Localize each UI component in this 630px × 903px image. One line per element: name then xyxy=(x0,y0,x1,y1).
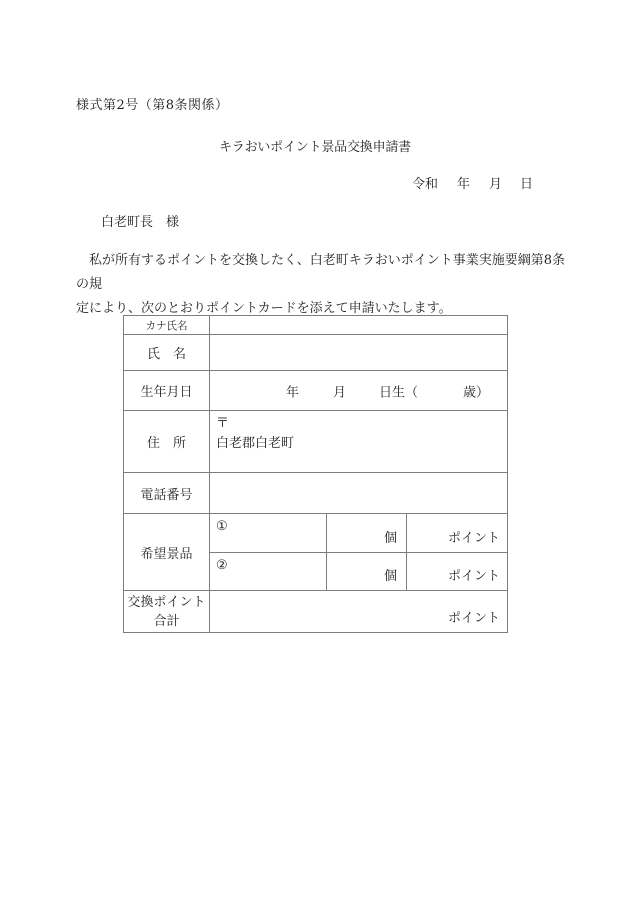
kana-name-field xyxy=(210,316,508,335)
unit-label: 個 xyxy=(383,569,397,584)
prize-2-number: ② xyxy=(216,558,228,573)
address-row xyxy=(124,411,508,473)
phone-field xyxy=(210,473,508,514)
points-label: ポイント xyxy=(448,569,501,584)
total-points-field xyxy=(210,591,508,633)
birthdate-label: 生年月日 xyxy=(124,371,210,411)
application-table xyxy=(123,315,508,633)
points-label: ポイント xyxy=(448,611,501,626)
document-title: キラおいポイント景品交換申請書 xyxy=(218,140,411,155)
era-label: 令和 xyxy=(411,177,438,192)
prize-2-points-cell xyxy=(407,553,508,591)
body-paragraph xyxy=(76,249,576,321)
birthdate-field xyxy=(210,371,508,411)
phone-label: 電話番号 xyxy=(124,473,210,514)
name-row xyxy=(124,335,508,371)
kana-name-row xyxy=(124,316,508,335)
birthdate-row xyxy=(124,371,508,411)
prize-2-quantity-cell xyxy=(327,553,407,591)
address-prefill xyxy=(210,411,507,454)
year-label: 年 xyxy=(456,177,470,192)
kana-name-label: カナ氏名 xyxy=(124,316,210,335)
total-points-label xyxy=(124,591,210,633)
birth-month-label: 月 xyxy=(333,385,347,400)
phone-row xyxy=(124,473,508,514)
prize-1-quantity-cell xyxy=(327,514,407,553)
unit-label: 個 xyxy=(383,531,397,546)
day-label: 日 xyxy=(519,177,533,192)
address-field xyxy=(210,411,508,473)
address-label: 住 所 xyxy=(124,411,210,473)
total-label-line-1: 交換ポイント xyxy=(127,594,206,610)
prize-1-points-cell xyxy=(407,514,508,553)
body-line-2: 定により、次のとおりポイントカードを添えて申請いたします。 xyxy=(76,301,452,316)
birth-year-label: 年 xyxy=(286,385,300,400)
month-label: 月 xyxy=(488,177,502,192)
date-line xyxy=(412,173,533,192)
total-label-line-2: 合計 xyxy=(153,613,180,629)
prize-1-field xyxy=(210,514,327,553)
prize-2-field xyxy=(210,553,327,591)
name-label: 氏 名 xyxy=(124,335,210,371)
prize-1-number: ① xyxy=(216,519,228,534)
birth-day-label: 日生（ xyxy=(379,385,419,400)
total-points-row xyxy=(124,591,508,633)
prize-label: 希望景品 xyxy=(124,514,210,591)
postal-mark: 〒 xyxy=(216,416,230,431)
birth-age-label: 歳） xyxy=(463,385,490,400)
addressee: 白老町長 様 xyxy=(101,215,180,230)
prize-row-1 xyxy=(124,514,508,553)
points-label: ポイント xyxy=(448,531,501,546)
body-line-1: 私が所有するポイントを交換したく、白老町キラおいポイント事業実施要綱第8条の規 xyxy=(76,253,566,292)
form-number: 様式第2号（第8条関係） xyxy=(76,98,229,113)
address-town: 白老郡白老町 xyxy=(216,436,295,451)
birthdate-template xyxy=(210,371,507,410)
total-label-lines xyxy=(124,593,209,631)
name-field xyxy=(210,335,508,371)
